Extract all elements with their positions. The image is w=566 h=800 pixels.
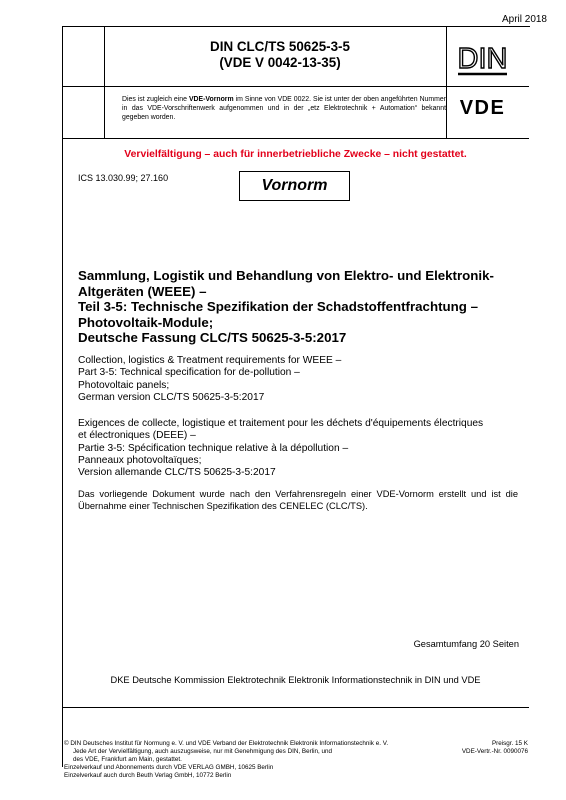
footer-price [462, 740, 528, 756]
divider-header [62, 86, 529, 87]
footer-line: des VDE, Frankfurt am Main, gestattet. [73, 756, 182, 764]
title-german-line: Sammlung, Logistik und Behandlung von Elektro- und Elektronik- [78, 268, 494, 283]
divider-vertical-right [446, 26, 447, 138]
footer-line: Jede Art der Vervielfältigung, auch auszugsweise, nur mit Genehmigung des DIN, Berlin, und [73, 748, 333, 756]
title-english-line: Collection, logistics & Treatment requirements for WEEE – [78, 355, 342, 366]
footer-copyright [64, 740, 444, 780]
ics-code: ICS 13.030.99; 27.160 [78, 173, 169, 183]
title-english-line: Photovoltaic panels; [78, 379, 170, 391]
total-pages: Gesamtumfang 20 Seiten [413, 639, 519, 649]
vde-classification: (VDE V 0042-13-35) [219, 55, 341, 70]
title-german [78, 268, 518, 346]
title-french [78, 418, 518, 479]
dke-line: DKE Deutsche Kommission Elektrotechnik Elektronik Informationstechnik in DIN und VDE [110, 675, 481, 685]
footer-line: Einzelverkauf auch durch Beuth Verlag GmbH, 10772 Berlin [64, 772, 232, 780]
notice-suffix: im Sinne von VDE 0022. Sie ist unter der oben angeführten Nummer in das VDE-Vorschriftenwerk aufgenommen und in der „etz Elektrotechnik + Automation“ bekannt gegeben worden. [122, 96, 446, 122]
vde-logo [451, 97, 514, 117]
footer-line: © DIN Deutsches Institut für Normung e. V. und VDE Verband der Elektrotechnik Elektronik Informationstechnik e. V. [64, 740, 389, 747]
standard-title [115, 39, 445, 71]
divider-footer [62, 707, 529, 708]
title-french-line: Version allemande CLC/TS 50625-3-5:2017 [78, 467, 276, 479]
vde-logo-text: VDE [459, 97, 506, 117]
title-german-line: Photovoltaik-Module; [78, 314, 214, 330]
title-german-line: Teil 3-5: Technische Spezifikation der Schadstoffentfrachtung – [78, 299, 478, 315]
price-group: Preisgr. 15 K [491, 740, 528, 747]
order-number: VDE-Vertr.-Nr. 0090076 [461, 748, 528, 756]
standard-designation: DIN CLC/TS 50625-3-5 [210, 39, 350, 54]
title-french-line: Panneaux photovoltaïques; [78, 454, 202, 466]
title-french-line: Partie 3-5: Spécification technique relative à la dépollution – [78, 442, 349, 454]
footer-line: Einzelverkauf und Abonnements durch VDE VERLAG GMBH, 10625 Berlin [64, 764, 274, 772]
title-english-line: German version CLC/TS 50625-3-5:2017 [78, 391, 265, 403]
notice-bold-term: VDE-Vornorm [188, 96, 234, 103]
title-german-line: Deutsche Fassung CLC/TS 50625-3-5:2017 [78, 330, 347, 346]
notice-prefix: Dies ist zugleich eine [122, 96, 189, 103]
intro-paragraph: Das vorliegende Dokument wurde nach den Verfahrensregeln einer VDE-Vornorm erstellt und ist die Übernahme einer Technischen Spezifikation des CENELEC (CLC/TS). [78, 489, 518, 511]
din-logo-text: DIN [457, 43, 508, 75]
din-logo [455, 38, 510, 76]
title-english-line: Part 3-5: Technical specification for de-pollution – [78, 367, 300, 379]
title-german-line: Altgeräten (WEEE) – [78, 283, 207, 299]
publication-date: April 2018 [501, 14, 547, 25]
reproduction-warning: Vervielfältigung – auch für innerbetriebliche Zwecke – nicht gestattet. [124, 149, 467, 160]
status-box: Vornorm [239, 171, 350, 201]
vde-notice [122, 95, 446, 123]
divider-notice [62, 138, 529, 139]
title-french-line: et électroniques (DEEE) – [78, 430, 196, 442]
divider-vertical-left [104, 26, 105, 138]
title-english [78, 355, 508, 404]
title-french-line: Exigences de collecte, logistique et traitement pour les déchets d'équipements électriques [78, 418, 484, 429]
